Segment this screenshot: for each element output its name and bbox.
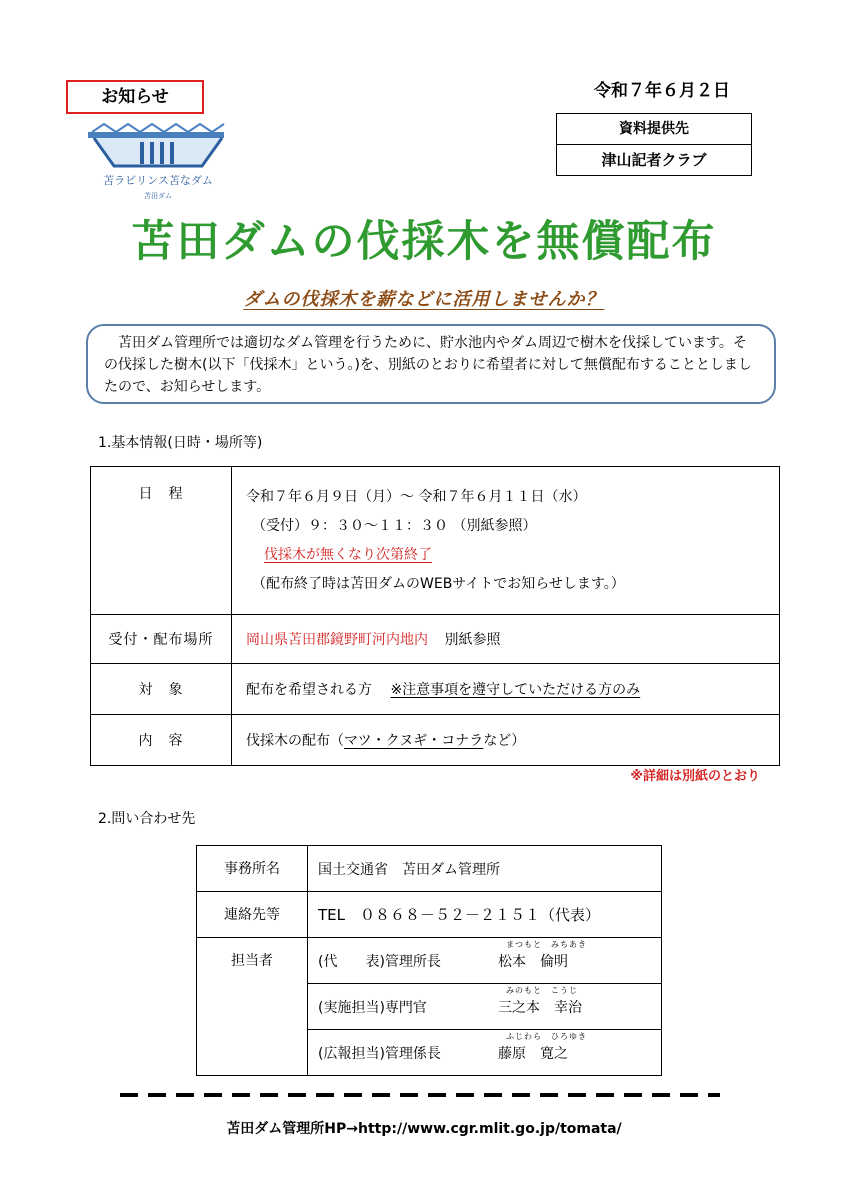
- section2-heading: 2.問い合わせ先: [98, 811, 196, 827]
- contact-value: TEL ０８６８－５２－２１５１（代表）: [308, 892, 662, 938]
- target-value: 配布を希望される方: [246, 682, 372, 698]
- issue-date: 令和７年６月２日: [594, 81, 730, 101]
- staff-furigana: ふじわら ひろゆき: [506, 1031, 587, 1041]
- content-cell: [232, 715, 780, 766]
- logo-text: 苫ラビリンス苫なダム: [103, 174, 213, 187]
- content-row: [91, 715, 780, 766]
- schedule-web-note: （配布終了時は苫田ダムのWEBサイトでお知らせします。）: [252, 575, 625, 592]
- staff-name: 松本 倫明: [498, 953, 568, 970]
- staff-furigana: まつもと みちあき: [506, 939, 587, 949]
- schedule-row: [91, 467, 780, 615]
- content-label: 内 容: [91, 715, 232, 766]
- place-label: 受付・配布場所: [91, 615, 232, 664]
- schedule-label: 日 程: [91, 467, 232, 615]
- intro-box: 苫田ダム管理所では適切なダム管理を行うために、貯水池内やダム周辺で樹木を伐採しています。その伐採した樹木(以下「伐採木」という。)を、別紙のとおりに希望者に対して無償配布することとしましたので、お知らせします。: [86, 324, 776, 404]
- contact-label: 連絡先等: [197, 892, 308, 938]
- target-row: [91, 664, 780, 715]
- dam-logo: [84, 122, 232, 210]
- subtitle: [0, 285, 848, 311]
- staff-role: (代 表)管理所長: [318, 953, 441, 970]
- footer-url[interactable]: 苫田ダム管理所HP→http://www.cgr.mlit.go.jp/tomata/: [226, 1121, 622, 1137]
- page-title: 苫田ダムの伐採木を無償配布: [131, 217, 717, 267]
- staff-name: 藤原 寛之: [498, 1045, 568, 1062]
- staff-item: [308, 938, 662, 984]
- office-label: 事務所名: [197, 846, 308, 892]
- logo-subtext: 苫田ダム: [144, 192, 172, 200]
- staff-item: [308, 1030, 662, 1076]
- subtitle-text: ダムの伐採木を薪などに活用しませんか？: [243, 289, 605, 310]
- schedule-end-note: 伐採木が無くなり次第終了: [264, 546, 432, 563]
- staff-name: 三之本 幸治: [498, 999, 582, 1016]
- contact-row: [197, 892, 662, 938]
- schedule-hours: （受付）９：３０～１１：３０ （別紙参照）: [252, 517, 537, 534]
- place-cell: [232, 615, 780, 664]
- office-value: 国土交通省 苫田ダム管理所: [308, 846, 662, 892]
- target-label: 対 象: [91, 664, 232, 715]
- staff-label: 担当者: [197, 938, 308, 1076]
- place-value: 岡山県苫田郡鏡野町河内地内: [246, 632, 428, 648]
- detail-note: ※詳細は別紙のとおり: [630, 769, 760, 784]
- staff-item: [308, 984, 662, 1030]
- dashed-divider: [120, 1093, 720, 1097]
- content-trees: マツ・クヌギ・コナラ: [344, 733, 484, 749]
- office-row: [197, 846, 662, 892]
- content-prefix: 伐採木の配布（: [246, 733, 344, 749]
- target-note: ※注意事項を遵守していただける方のみ: [390, 682, 641, 698]
- section1-heading: 1.基本情報(日時・場所等): [98, 435, 263, 451]
- press-box: [556, 113, 752, 176]
- basic-info-table: [90, 466, 780, 766]
- staff-role: (実施担当)専門官: [318, 999, 427, 1016]
- notice-label: お知らせ: [66, 80, 204, 114]
- contact-table: [196, 845, 662, 1076]
- schedule-dates: 令和７年６月９日（月）～ 令和７年６月１１日（水）: [246, 488, 587, 505]
- press-club: 津山記者クラブ: [557, 144, 751, 175]
- schedule-cell: [232, 467, 780, 615]
- content-suffix: など）: [483, 733, 526, 749]
- place-row: [91, 615, 780, 664]
- press-title: 資料提供先: [619, 121, 689, 137]
- staff-furigana: みのもと こうじ: [506, 985, 578, 995]
- target-cell: [232, 664, 780, 715]
- place-ref: 別紙参照: [444, 632, 501, 648]
- staff-row: [197, 938, 662, 984]
- staff-role: (広報担当)管理係長: [318, 1045, 441, 1062]
